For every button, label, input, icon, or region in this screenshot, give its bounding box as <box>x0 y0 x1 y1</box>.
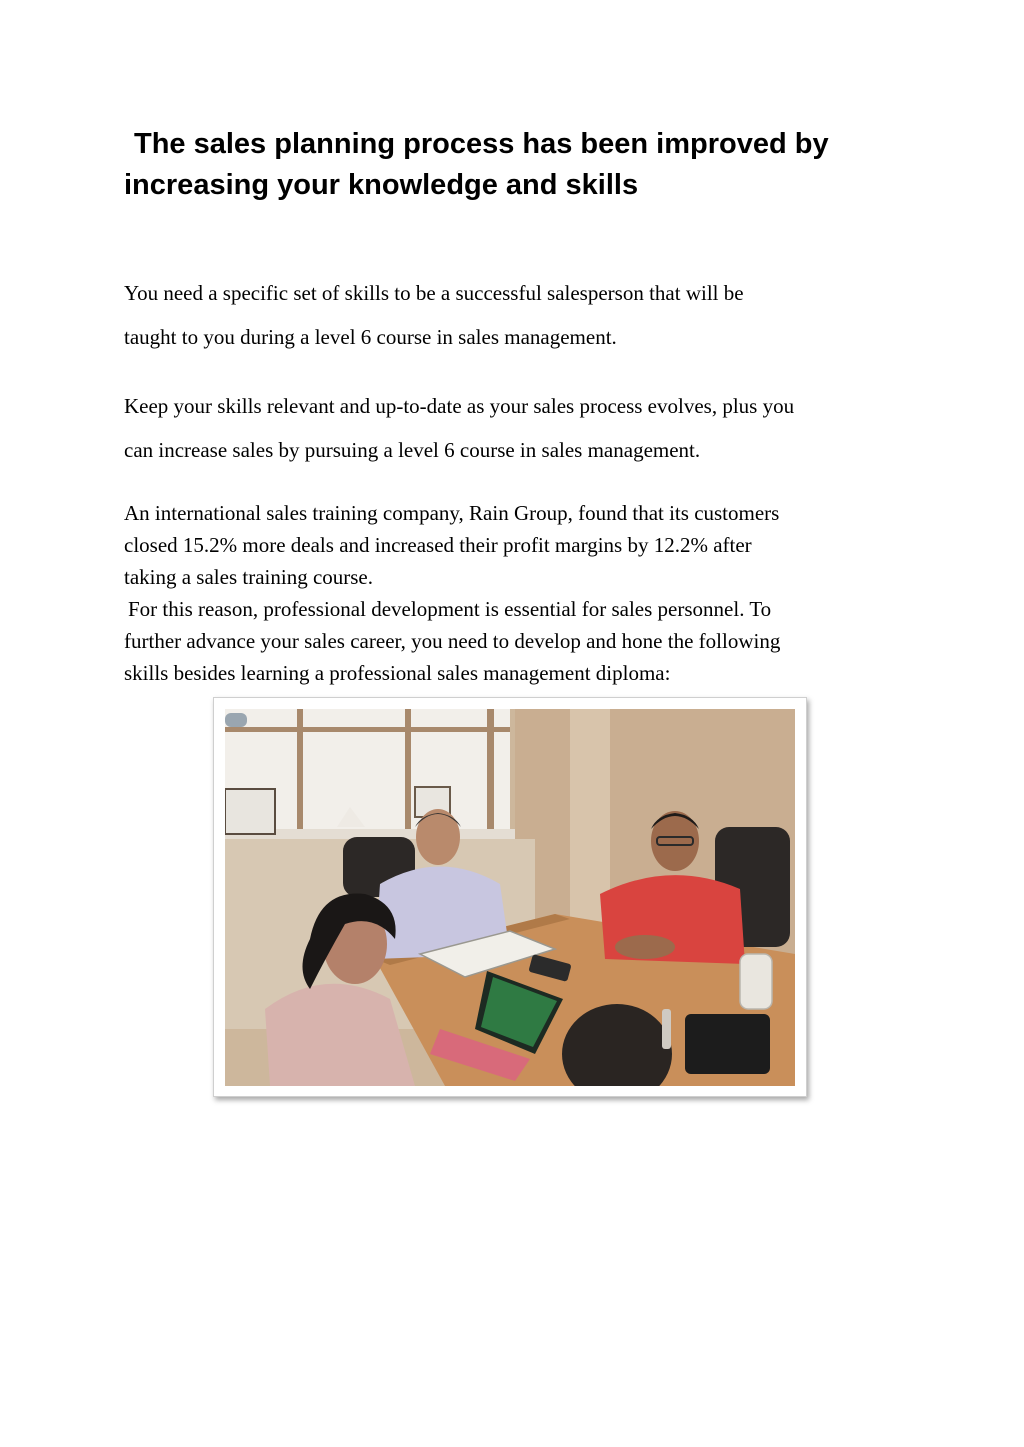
meeting-photo-illustration <box>225 709 795 1086</box>
paragraph-line: taught to you during a level 6 course in sales management. <box>124 325 617 349</box>
desk-organizer <box>685 1014 770 1074</box>
paragraph-line: further advance your sales career, you need to develop and hone the following <box>124 629 781 653</box>
paragraph-skills-intro <box>124 271 744 359</box>
paragraph-line: skills besides learning a professional sales management diploma: <box>124 661 671 685</box>
paragraph-rain-group <box>124 497 780 689</box>
salt-shaker <box>662 1009 671 1049</box>
paragraph-line: Keep your skills relevant and up-to-date as your sales process evolves, plus you <box>124 394 795 418</box>
vase <box>225 713 247 727</box>
page-title-line-1: The sales planning process has been improved by <box>134 128 829 160</box>
framed-certificate <box>225 789 275 834</box>
page-title <box>124 124 904 206</box>
page-title-line-2: increasing your knowledge and skills <box>124 169 639 201</box>
paragraph-skills-relevant <box>124 384 794 472</box>
paragraph-line: taking a sales training course. <box>124 565 374 589</box>
tumbler-cup <box>740 954 772 1009</box>
paragraph-line: You need a specific set of skills to be a successful salesperson that will be <box>124 281 744 305</box>
paragraph-line: can increase sales by pursuing a level 6 course in sales management. <box>124 438 701 462</box>
paragraph-line: For this reason, professional development is essential for sales personnel. To <box>128 597 772 621</box>
paragraph-line: closed 15.2% more deals and increased their profit margins by 12.2% after <box>124 533 752 557</box>
paragraph-line: An international sales training company, Rain Group, found that its customers <box>124 501 780 525</box>
meeting-photo <box>213 697 807 1097</box>
